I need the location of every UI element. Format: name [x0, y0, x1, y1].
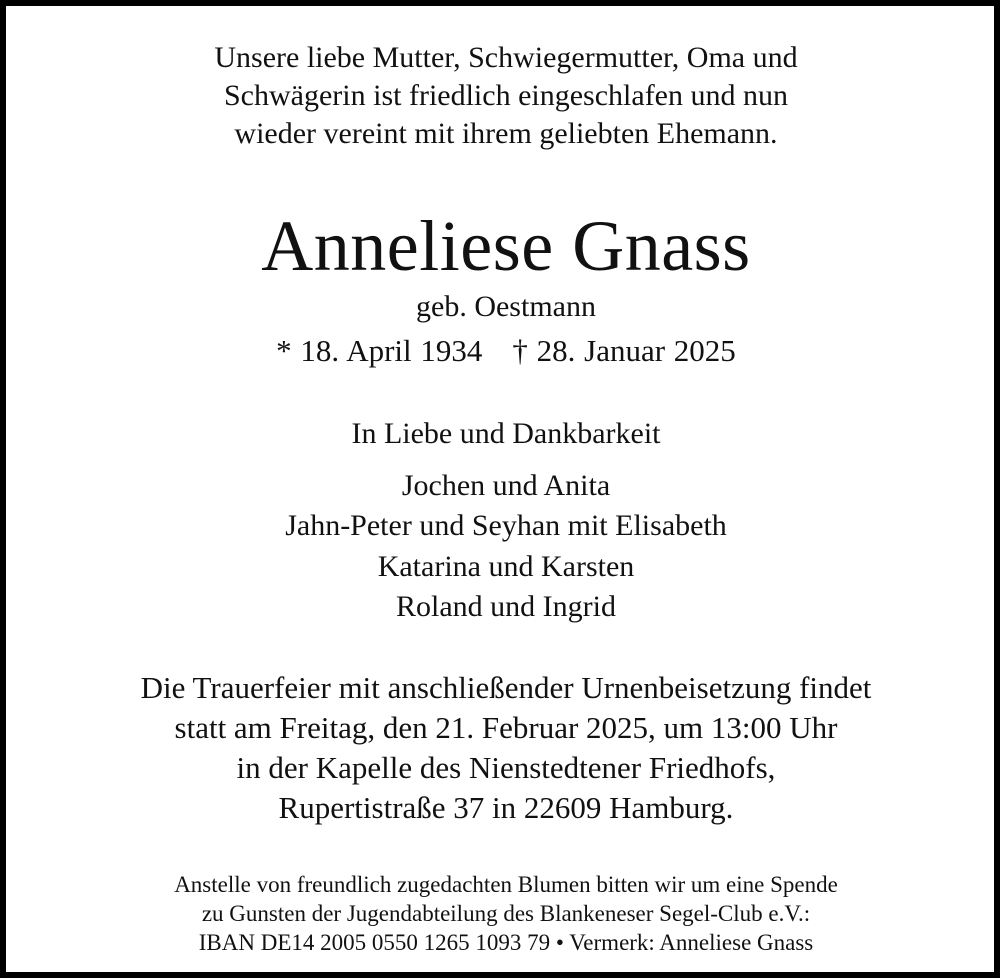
family-member: Jahn-Peter und Seyhan mit Elisabeth [285, 509, 727, 542]
donation-line: Anstelle von freundlich zugedachten Blumen bitten wir um eine Spende [174, 872, 838, 897]
deceased-name: Anneliese Gnass [261, 206, 751, 286]
intro-line: Schwägerin ist friedlich eingeschlafen und nun [224, 79, 788, 112]
family-member: Roland und Ingrid [396, 590, 616, 623]
birth-date: * 18. April 1934 [276, 333, 483, 368]
service-line: Rupertistraße 37 in 22609 Hamburg. [278, 790, 734, 825]
donation-line: IBAN DE14 2005 0550 1265 1093 79 • Vermerk: Anneliese Gnass [198, 930, 814, 955]
donation-line: zu Gunsten der Jugendabteilung des Blankeneser Segel-Club e.V.: [201, 901, 811, 926]
intro-line: wieder vereint mit ihrem geliebten Ehemann. [234, 117, 778, 150]
intro-line: Unsere liebe Mutter, Schwiegermutter, Oma und [214, 41, 798, 74]
thanks-line: In Liebe und Dankbarkeit [351, 417, 661, 450]
death-date: † 28. Januar 2025 [512, 333, 736, 368]
family-member: Jochen und Anita [401, 469, 611, 502]
life-dates [6, 332, 1000, 370]
service-line: Die Trauerfeier mit anschließender Urnenbeisetzung findet [140, 670, 872, 705]
service-line: in der Kapelle des Nienstedtener Friedhofs, [236, 750, 776, 785]
maiden-name: geb. Oestmann [416, 290, 596, 323]
family-member: Katarina und Karsten [377, 550, 635, 583]
service-line: statt am Freitag, den 21. Februar 2025, um 13:00 Uhr [174, 710, 838, 745]
